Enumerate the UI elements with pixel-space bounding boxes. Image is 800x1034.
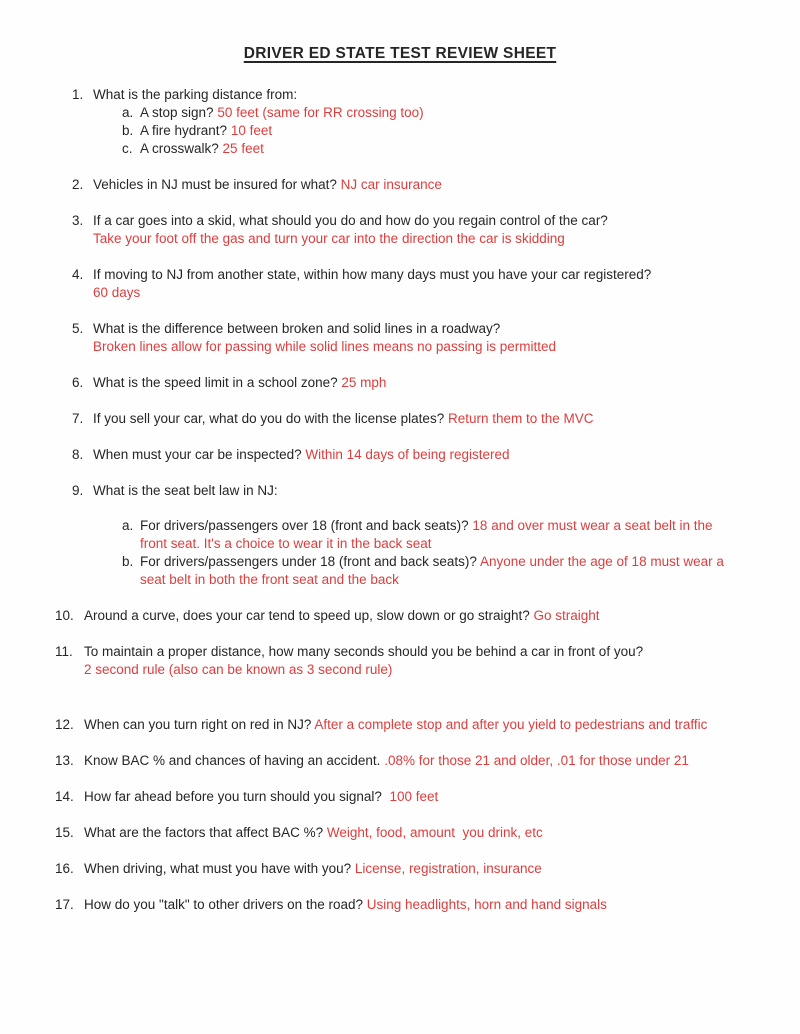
question-item: [55, 716, 727, 734]
question-text: What is the speed limit in a school zone?: [93, 375, 338, 390]
answer-text: 50 feet (same for RR crossing too): [217, 105, 424, 120]
sub-questions-list: [55, 517, 727, 589]
sub-question-text: A fire hydrant?: [140, 123, 228, 138]
question-item: [55, 896, 727, 914]
sub-question-item: [55, 517, 727, 553]
answer-text: After a complete stop and after you yield to pedestrians and traffic: [314, 717, 708, 732]
question-number: 3.: [72, 213, 84, 228]
answer-text: Weight, food, amount you drink, etc: [326, 825, 543, 840]
question-item: [55, 643, 727, 679]
question-text: How do you "talk" to other drivers on the road?: [84, 897, 363, 912]
question-line: [55, 320, 727, 338]
question-text: How far ahead before you turn should you signal?: [84, 789, 382, 804]
question-number: 15.: [55, 825, 74, 840]
question-number: 7.: [72, 411, 84, 426]
question-text: What is the difference between broken and solid lines in a roadway?: [93, 321, 501, 336]
question-line: [55, 374, 727, 392]
question-number: 4.: [72, 267, 84, 282]
questions-list: [55, 86, 727, 914]
question-text: When must your car be inspected?: [93, 447, 302, 462]
question-number: 9.: [72, 483, 84, 498]
answer-text: 10 feet: [230, 123, 273, 138]
question-line: [55, 176, 727, 194]
answer-text: License, registration, insurance: [354, 861, 542, 876]
answer-text: Return them to the MVC: [447, 411, 594, 426]
sub-question-item: [55, 140, 727, 158]
question-number: 12.: [55, 717, 74, 732]
sub-question-letter: b.: [122, 123, 134, 138]
question-item: [55, 212, 727, 248]
sub-question-text: For drivers/passengers over 18 (front and back seats)?: [140, 518, 469, 533]
question-line: [55, 266, 727, 284]
answer-text: .08% for those 21 and older, .01 for those under 21: [384, 753, 689, 768]
sub-question-letter: b.: [122, 554, 134, 569]
answer-text: Go straight: [533, 608, 600, 623]
question-line: [55, 824, 727, 842]
sub-questions-list: [55, 104, 727, 158]
question-number: 5.: [72, 321, 84, 336]
question-item: [55, 607, 727, 625]
answer-text: Broken lines allow for passing while solid lines means no passing is permitted: [93, 339, 556, 354]
question-text: To maintain a proper distance, how many seconds should you be behind a car in front of you?: [84, 644, 644, 659]
question-item: [55, 374, 727, 392]
question-text: Around a curve, does your car tend to speed up, slow down or go straight?: [84, 608, 530, 623]
question-number: 16.: [55, 861, 74, 876]
question-text: Vehicles in NJ must be insured for what?: [93, 177, 337, 192]
sub-question-item: [55, 122, 727, 140]
question-number: 10.: [55, 608, 74, 623]
question-number: 8.: [72, 447, 84, 462]
answer-text: 25 feet: [222, 141, 264, 156]
question-line: [55, 446, 727, 464]
sub-question-letter: a.: [122, 518, 134, 533]
question-line: [55, 896, 727, 914]
question-item: [55, 266, 727, 302]
question-item: [55, 86, 727, 158]
question-text: What is the parking distance from:: [93, 87, 298, 102]
page-title: DRIVER ED STATE TEST REVIEW SHEET: [243, 45, 557, 62]
answer-text: 18 and over must wear a seat belt in the front seat. It's a choice to wear it in the back seat: [140, 518, 717, 551]
question-item: [55, 176, 727, 194]
question-line: [55, 212, 727, 230]
answer-text: NJ car insurance: [340, 177, 442, 192]
sub-question-item: [55, 553, 727, 589]
question-number: 1.: [72, 87, 84, 102]
sub-question-letter: a.: [122, 105, 134, 120]
question-line: [55, 860, 727, 878]
question-item: [55, 752, 727, 770]
question-line: [55, 716, 727, 734]
sub-question-text: A crosswalk?: [140, 141, 219, 156]
question-text: If a car goes into a skid, what should you do and how do you regain control of the car?: [93, 213, 608, 228]
question-number: 17.: [55, 897, 74, 912]
answer-text: Take your foot off the gas and turn your car into the direction the car is skidding: [93, 231, 565, 246]
answer-text: 60 days: [93, 285, 141, 300]
question-line: [55, 643, 727, 661]
question-text: If you sell your car, what do you do with the license plates?: [93, 411, 445, 426]
question-line: [55, 788, 727, 806]
question-item: [55, 788, 727, 806]
answer-text: 100 feet: [385, 789, 439, 804]
question-item: [55, 446, 727, 464]
question-item: [55, 482, 727, 589]
question-line: [55, 607, 727, 625]
answer-text: 2 second rule (also can be known as 3 second rule): [84, 662, 393, 677]
answer-text: Within 14 days of being registered: [305, 447, 510, 462]
question-text: When driving, what must you have with you?: [84, 861, 352, 876]
question-number: 6.: [72, 375, 84, 390]
question-line: [55, 482, 727, 500]
question-number: 14.: [55, 789, 74, 804]
question-item: [55, 860, 727, 878]
sub-question-text: For drivers/passengers under 18 (front and back seats)?: [140, 554, 477, 569]
question-line: [55, 86, 727, 104]
answer-text: 25 mph: [341, 375, 387, 390]
question-line: [55, 752, 727, 770]
question-text: What are the factors that affect BAC %?: [84, 825, 324, 840]
sub-question-item: [55, 104, 727, 122]
question-line: [55, 410, 727, 428]
question-text: What is the seat belt law in NJ:: [93, 483, 278, 498]
question-text: If moving to NJ from another state, within how many days must you have your car registered?: [93, 267, 652, 282]
question-text: When can you turn right on red in NJ?: [84, 717, 312, 732]
question-item: [55, 824, 727, 842]
sub-question-letter: c.: [122, 141, 133, 156]
answer-text: Anyone under the age of 18 must wear a seat belt in both the front seat and the back: [140, 554, 728, 587]
question-item: [55, 320, 727, 356]
question-text: Know BAC % and chances of having an accident.: [84, 753, 381, 768]
question-item: [55, 410, 727, 428]
question-number: 2.: [72, 177, 84, 192]
question-number: 13.: [55, 753, 74, 768]
answer-text: Using headlights, horn and hand signals: [366, 897, 607, 912]
question-number: 11.: [55, 644, 73, 659]
sub-question-text: A stop sign?: [140, 105, 214, 120]
